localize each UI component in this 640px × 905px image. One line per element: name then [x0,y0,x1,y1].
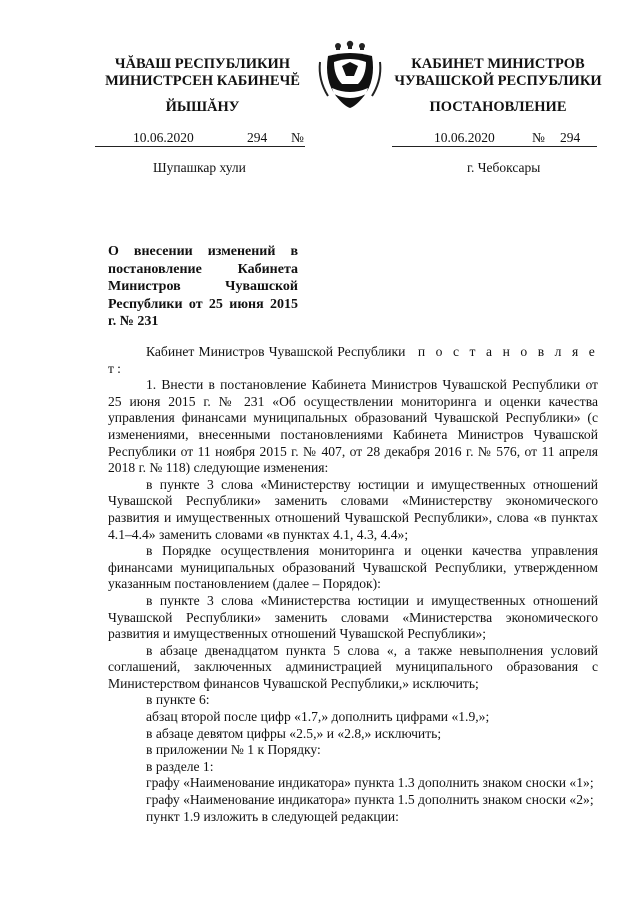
doc-type-right: ПОСТАНОВЛЕНИЕ [429,99,567,115]
body-paragraph: абзац второй после цифр «1.7,» дополнить цифрами «1.9,»; [146,709,490,725]
intro-prefix: Кабинет Министров Чувашской Республики [146,344,406,359]
body-paragraph: в приложении № 1 к Порядку: [146,742,321,758]
document-body [108,344,598,825]
body-paragraph: в разделе 1: [146,758,214,774]
body-paragraph: в Порядке осуществления мониторинга и оценки качества управления финансами муниципальных образований Чувашской Республики, утвержденном указанным постановлением (далее – Порядок): [108,543,598,592]
header-left [95,56,310,90]
header-right-line2: ЧУВАШСКОЙ РЕСПУБЛИКИ [394,73,602,89]
date-left: 10.06.2020 [133,130,194,145]
dateline-left [95,130,305,147]
body-paragraph: в пункте 3 слова «Министерству юстиции и имущественных отношений Чувашской Республики» заменить словами «Министерству экономического развития и имущественных отношений Чувашской Республики», слова «в пунктах 4.1–4.4» заменить словами «в пунктах 4.1, 4.3, 4.4»; [108,476,598,542]
no-sign-right: № [532,130,545,145]
body-paragraph: графу «Наименование индикатора» пункта 1.5 дополнить знаком сноски «2»; [146,792,594,808]
city-right: г. Чебоксары [467,160,541,175]
header-left-line2: МИНИСТРСЕН КАБИНЕЧĔ [105,73,300,89]
body-paragraph: в абзаце девятом цифры «2.5,» и «2.8,» исключить; [146,725,442,741]
intro-paragraph [108,344,598,377]
date-right: 10.06.2020 [434,130,495,145]
city-left: Шупашкар хули [153,160,246,175]
body-paragraph: 1. Внести в постановление Кабинета Министров Чувашской Республики от 25 июня 2015 г. № 231 «Об осуществлении мониторинга и оценки качества управления финансами муниципальных образований Чувашской Республики» (с изменениями, внесенными постановлениями Кабинета Министров Чувашской Республики от 11 ноября 2015 г. № 407, от 28 декабря 2016 г. № 576, от 11 апреля 2018 г. № 118) следующие изменения: [108,377,598,476]
dateline-right [392,130,597,147]
header-right [392,56,604,90]
body-paragraph: пункт 1.9 изложить в следующей редакции: [146,808,399,824]
body-paragraph: в пункте 6: [146,692,210,708]
doc-type-left: ЙЫШĂНУ [165,99,240,115]
number-right: 294 [560,130,581,145]
document-title: О внесении изменений в постановление Кабинета Министров Чувашской Республики от 25 июня 2015 г. № 231 [108,244,298,329]
intro-verb: п о с т а н о в л я е т: [108,344,598,376]
number-left: 294 [247,130,268,145]
header-left-line1: ЧĂВАШ РЕСПУБЛИКИН [114,56,291,72]
body-paragraph: в абзаце двенадцатом пункта 5 слова «, а также невыполнения условий соглашений, заключенных администрацией муниципального образования с Министерством финансов Чувашской Республики,» исключить; [108,642,598,691]
body-paragraph: графу «Наименование индикатора» пункта 1.3 дополнить знаком сноски «1»; [146,775,594,791]
chuvash-republic-emblem-icon [314,40,386,112]
no-sign-left: № [291,130,304,145]
header-right-line1: КАБИНЕТ МИНИСТРОВ [411,56,585,72]
body-paragraph: в пункте 3 слова «Министерства юстиции и имущественных отношений Чувашской Республики» заменить словами «Министерства экономического развития и имущественных отношений Чувашской Республики»; [108,592,598,642]
